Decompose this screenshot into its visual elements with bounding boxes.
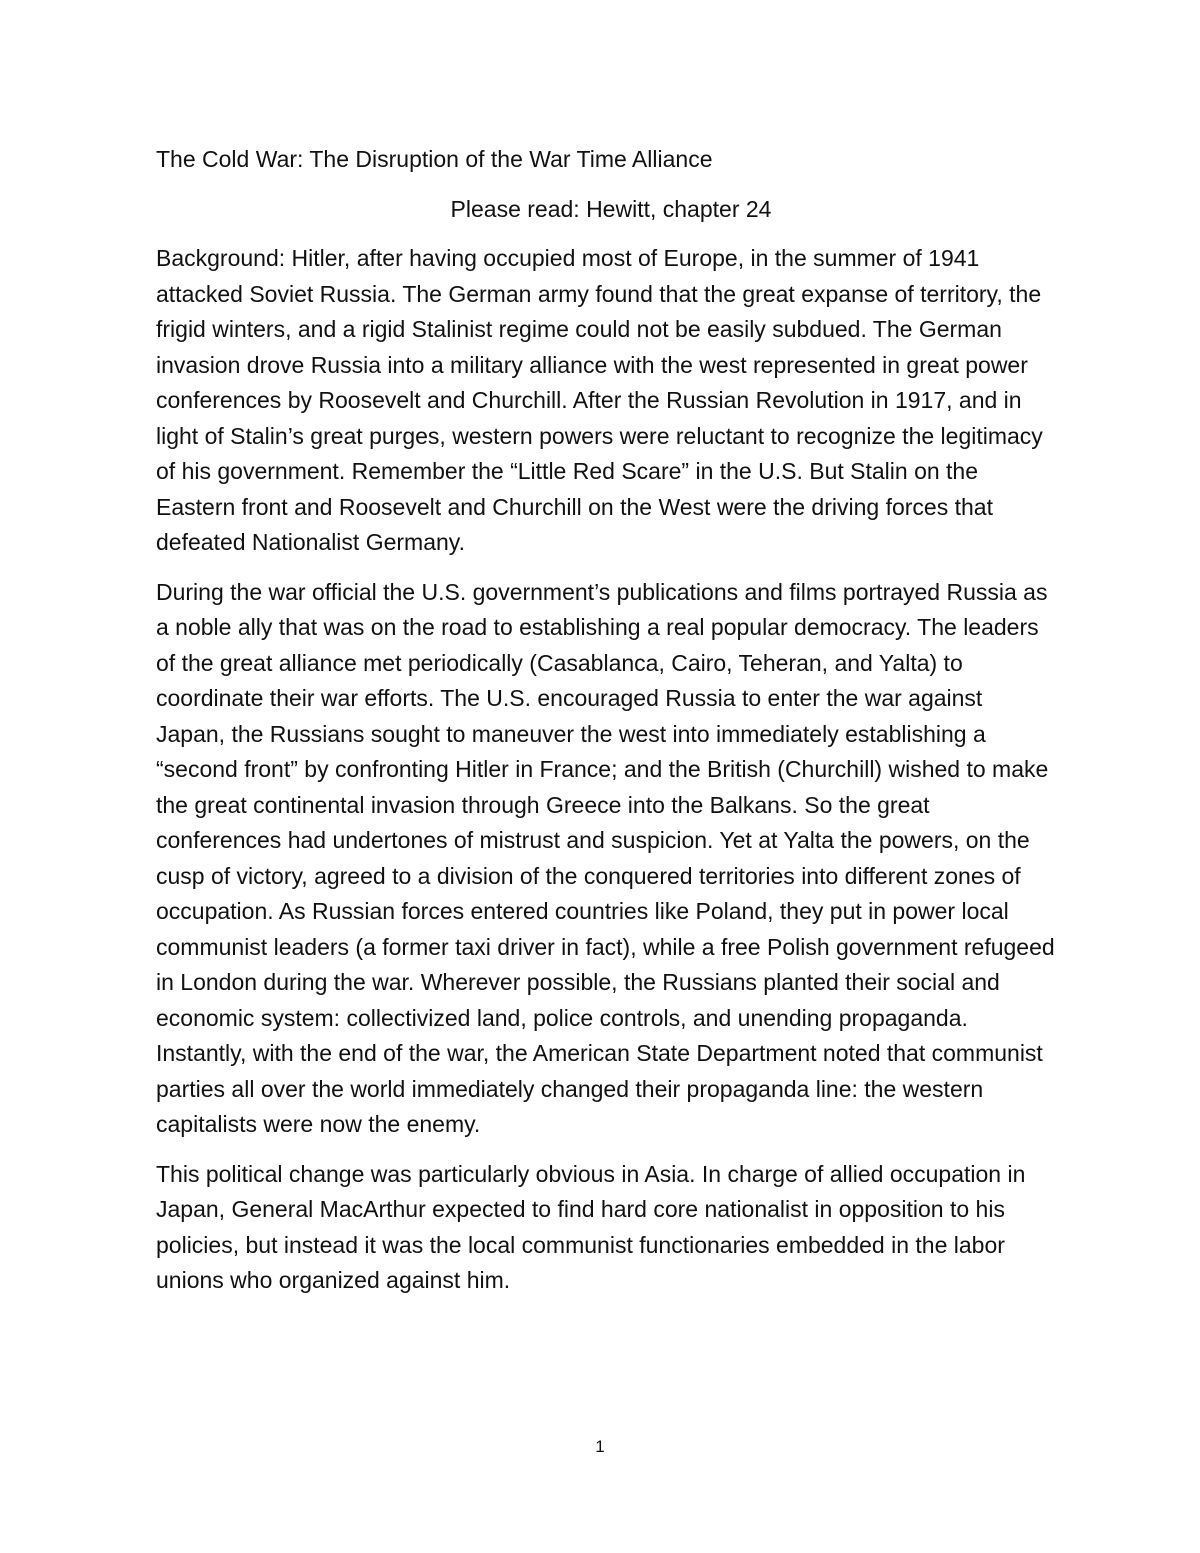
paragraph-asia: This political change was particularly obvious in Asia. In charge of allied occupation in Japan, General MacArthur expected to find hard core nationalist in opposition to his policies, but instead it was the local communist functionaries embedded in the labor unions who organized against him. (156, 1160, 1026, 1293)
page-number: 1 (595, 1437, 605, 1456)
document-body (156, 142, 1056, 1313)
paragraph-wartime-alliance: During the war official the U.S. government’s publications and films portrayed Russia as a noble ally that was on the road to establishing a real popular democracy. The leaders of the great alliance met periodically (Casablanca, Cairo, Teheran, and Yalta) to coordinate their war efforts. The U.S. encouraged Russia to enter the war against Japan, the Russians sought to maneuver the west into immediately establishing a “second front” by confronting Hitler in France; and the British (Churchill) wished to make the great continental invasion through Greece into the Balkans. So the great conferences had undertones of mistrust and suspicion. Yet at Yalta the powers, on the cusp of victory, agreed to a division of the conquered territories into different zones of occupation. As Russian forces entered countries like Poland, they put in power local communist leaders (a former taxi driver in fact), while a free Polish government refugeed in London during the war. Wherever possible, the Russians planted their social and economic system: collectivized land, police controls, and unending propaganda. Instantly, with the end of the war, the American State Department noted that communist parties all over the world immediately changed their propaganda line: the western capitalists were now the enemy. (156, 578, 1055, 1137)
document-title: The Cold War: The Disruption of the War Time Alliance (156, 146, 713, 172)
paragraph-background: Background: Hitler, after having occupied most of Europe, in the summer of 1941 attacked Soviet Russia. The German army found that the great expanse of territory, the frigid winters, and a rigid Stalinist regime could not be easily subdued. The German invasion drove Russia into a military alliance with the west represented in great power conferences by Roosevelt and Churchill. After the Russian Revolution in 1917, and in light of Stalin’s great purges, western powers were reluctant to recognize the legitimacy of his government. Remember the “Little Red Scare” in the U.S. But Stalin on the Eastern front and Roosevelt and Churchill on the West were the driving forces that defeated Nationalist Germany. (156, 245, 1043, 555)
reading-assignment: Please read: Hewitt, chapter 24 (450, 195, 772, 222)
